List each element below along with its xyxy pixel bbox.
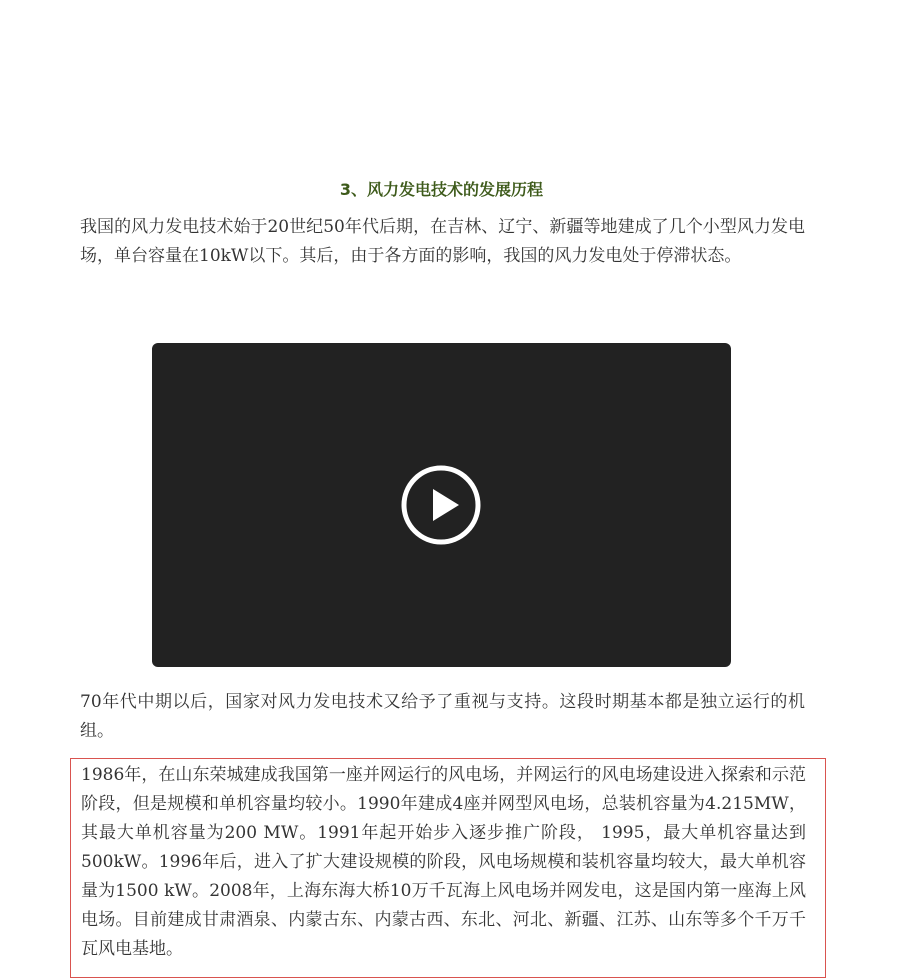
section-heading: 3、风力发电技术的发展历程 [339, 180, 544, 199]
video-player[interactable] [152, 343, 731, 667]
intro-paragraph: 我国的风力发电技术始于20世纪50年代后期，在吉林、辽宁、新疆等地建成了几个小型风力发电场，单台容量在10kW以下。其后，由于各方面的影响，我国的风力发电处于停滞状态。 [80, 217, 805, 266]
play-icon[interactable] [401, 465, 481, 545]
highlight-box [70, 758, 826, 978]
highlight-paragraph: 1986年，在山东荣城建成我国第一座并网运行的风电场，并网运行的风电场建设进入探索和示范阶段，但是规模和单机容量均较小。1990年建成4座并网型风电场，总装机容量为4.215MW，其最大单机容量为200 MW。1991年起开始步入逐步推广阶段， 1995，最大单机容量达到500kW。1996年后，进入了扩大建设规模的阶段，风电场规模和装机容量均较大，最大单机容量为1500 kW。2008年，上海东海大桥10万千瓦海上风电场并网发电，这是国内第一座海上风电场。目前建成甘肃酒泉、内蒙古东、内蒙古西、东北、河北、新疆、江苏、山东等多个千万千瓦风电基地。 [81, 765, 806, 959]
after-video-paragraph: 70年代中期以后，国家对风力发电技术又给予了重视与支持。这段时期基本都是独立运行的机组。 [80, 692, 805, 741]
